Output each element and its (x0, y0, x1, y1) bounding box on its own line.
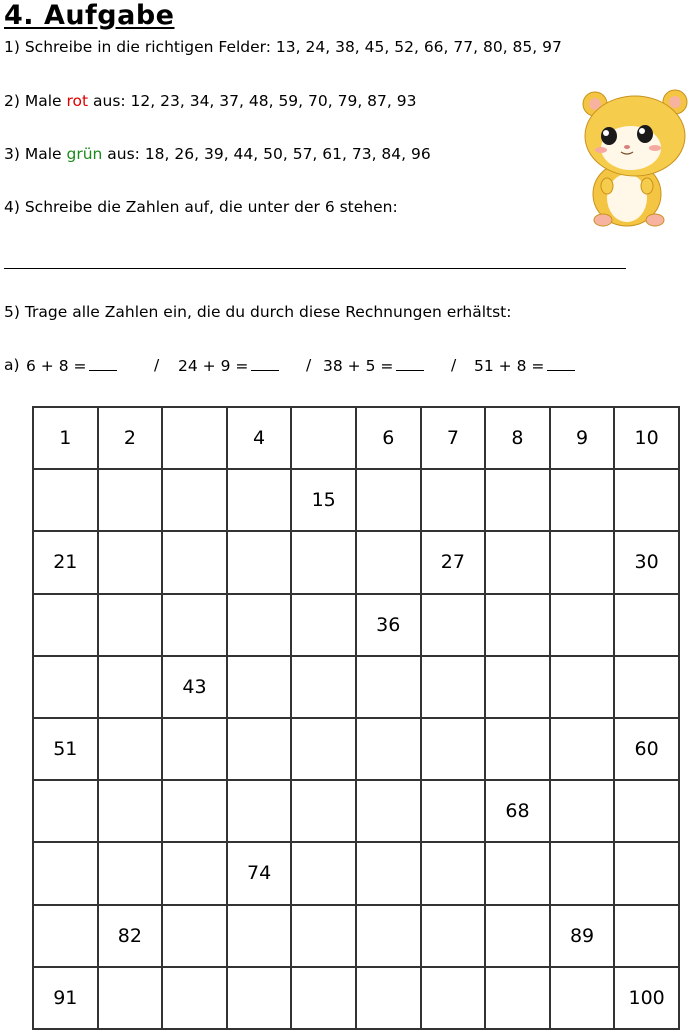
grid-cell[interactable] (162, 594, 227, 656)
grid-cell[interactable] (614, 656, 679, 718)
grid-cell[interactable] (33, 842, 98, 904)
grid-cell[interactable]: 100 (614, 967, 679, 1029)
task-5: 5) Trage alle Zahlen ein, die du durch diese Rechnungen erhältst: (4, 303, 512, 321)
grid-cell[interactable]: 4 (227, 407, 292, 469)
grid-cell[interactable] (421, 718, 486, 780)
grid-cell[interactable] (227, 469, 292, 531)
grid-cell[interactable]: 74 (227, 842, 292, 904)
grid-cell[interactable] (33, 905, 98, 967)
task-3-suffix: aus: 18, 26, 39, 44, 50, 57, 61, 73, 84, 96 (102, 145, 431, 163)
grid-cell[interactable] (421, 905, 486, 967)
task-2-color-word: rot (66, 92, 89, 110)
answer-line[interactable] (4, 268, 626, 269)
grid-cell[interactable] (356, 718, 421, 780)
grid-cell[interactable] (421, 656, 486, 718)
grid-cell[interactable]: 82 (98, 905, 163, 967)
equation-4-text: 51 + 8 = (474, 357, 545, 375)
grid-cell[interactable] (291, 594, 356, 656)
grid-cell[interactable]: 91 (33, 967, 98, 1029)
worksheet-title: 4. Aufgabe (4, 0, 175, 31)
grid-cell[interactable] (550, 718, 615, 780)
grid-cell[interactable] (550, 469, 615, 531)
grid-cell[interactable]: 8 (485, 407, 550, 469)
grid-cell[interactable] (421, 842, 486, 904)
grid-cell[interactable] (291, 905, 356, 967)
grid-cell[interactable] (33, 780, 98, 842)
hamster-illustration-icon (575, 84, 693, 230)
equation-separator: / (154, 356, 160, 374)
equation-3-text: 38 + 5 = (323, 357, 394, 375)
grid-cell[interactable] (485, 656, 550, 718)
equation-2-blank[interactable] (251, 356, 279, 371)
grid-cell[interactable] (291, 842, 356, 904)
grid-cell[interactable]: 9 (550, 407, 615, 469)
grid-cell[interactable]: 21 (33, 531, 98, 593)
grid-cell[interactable] (291, 967, 356, 1029)
grid-cell[interactable] (291, 407, 356, 469)
grid-cell[interactable] (614, 905, 679, 967)
grid-cell[interactable] (98, 842, 163, 904)
grid-cell[interactable] (98, 531, 163, 593)
grid-cell[interactable] (421, 594, 486, 656)
grid-cell[interactable] (421, 967, 486, 1029)
grid-cell[interactable]: 36 (356, 594, 421, 656)
grid-cell[interactable] (614, 594, 679, 656)
grid-cell[interactable] (356, 469, 421, 531)
task-3-prefix: 3) Male (4, 145, 67, 163)
grid-cell[interactable] (291, 656, 356, 718)
grid-cell[interactable] (356, 967, 421, 1029)
grid-row (33, 967, 679, 1029)
task-2-prefix: 2) Male (4, 92, 67, 110)
grid-cell[interactable] (227, 967, 292, 1029)
grid-cell[interactable] (614, 842, 679, 904)
grid-cell[interactable] (356, 531, 421, 593)
grid-cell[interactable] (550, 967, 615, 1029)
grid-cell[interactable] (162, 842, 227, 904)
grid-cell[interactable] (421, 780, 486, 842)
grid-cell[interactable] (162, 905, 227, 967)
grid-cell[interactable]: 15 (291, 469, 356, 531)
grid-cell[interactable] (227, 780, 292, 842)
grid-cell[interactable] (485, 842, 550, 904)
task-3-color-word: grün (66, 145, 103, 163)
grid-cell[interactable] (98, 656, 163, 718)
grid-cell[interactable] (291, 531, 356, 593)
grid-cell[interactable]: 43 (162, 656, 227, 718)
grid-cell[interactable] (33, 656, 98, 718)
equation-4 (474, 356, 575, 375)
equation-4-blank[interactable] (547, 356, 575, 371)
equation-1 (26, 356, 117, 375)
grid-cell[interactable] (614, 780, 679, 842)
grid-cell[interactable] (291, 780, 356, 842)
grid-cell[interactable] (98, 967, 163, 1029)
equation-separator: / (451, 356, 457, 374)
grid-cell[interactable] (356, 905, 421, 967)
grid-cell[interactable] (33, 594, 98, 656)
task-1: 1) Schreibe in die richtigen Felder: 13, 24, 38, 45, 52, 66, 77, 80, 85, 97 (4, 38, 562, 56)
grid-cell[interactable] (550, 656, 615, 718)
grid-cell[interactable] (227, 905, 292, 967)
grid-cell[interactable] (33, 469, 98, 531)
grid-cell[interactable]: 27 (421, 531, 486, 593)
grid-row (33, 905, 679, 967)
grid-row (33, 531, 679, 593)
grid-cell[interactable] (98, 718, 163, 780)
grid-cell[interactable] (550, 531, 615, 593)
task-4: 4) Schreibe die Zahlen auf, die unter der 6 stehen: (4, 198, 398, 216)
grid-cell[interactable]: 6 (356, 407, 421, 469)
grid-cell[interactable] (291, 718, 356, 780)
grid-cell[interactable] (162, 780, 227, 842)
grid-cell[interactable]: 89 (550, 905, 615, 967)
grid-cell[interactable] (485, 594, 550, 656)
grid-cell[interactable] (485, 967, 550, 1029)
equation-label: a) (4, 356, 20, 374)
grid-cell[interactable] (98, 780, 163, 842)
grid-cell[interactable]: 68 (485, 780, 550, 842)
grid-cell[interactable] (550, 780, 615, 842)
grid-row (33, 407, 679, 469)
grid-cell[interactable] (98, 594, 163, 656)
grid-cell[interactable] (485, 718, 550, 780)
grid-row (33, 469, 679, 531)
grid-cell[interactable] (162, 531, 227, 593)
grid-cell[interactable] (162, 407, 227, 469)
grid-cell[interactable] (485, 905, 550, 967)
grid-cell[interactable] (98, 469, 163, 531)
equation-1-blank[interactable] (89, 356, 117, 371)
grid-row (33, 594, 679, 656)
grid-cell[interactable] (227, 594, 292, 656)
task-2 (4, 92, 416, 110)
hundred-grid (32, 406, 680, 1030)
grid-cell[interactable] (356, 656, 421, 718)
grid-cell[interactable]: 10 (614, 407, 679, 469)
grid-cell[interactable] (550, 842, 615, 904)
grid-cell[interactable] (162, 469, 227, 531)
grid-cell[interactable] (162, 718, 227, 780)
grid-cell[interactable] (485, 531, 550, 593)
equation-2-text: 24 + 9 = (178, 357, 249, 375)
task-3 (4, 145, 431, 163)
grid-row (33, 780, 679, 842)
grid-cell[interactable] (550, 594, 615, 656)
grid-cell[interactable] (421, 469, 486, 531)
grid-row (33, 656, 679, 718)
equation-3-blank[interactable] (396, 356, 424, 371)
grid-cell[interactable] (227, 531, 292, 593)
grid-cell[interactable] (227, 718, 292, 780)
grid-row (33, 842, 679, 904)
grid-cell[interactable]: 2 (98, 407, 163, 469)
equation-separator: / (306, 356, 312, 374)
task-2-suffix: aus: 12, 23, 34, 37, 48, 59, 70, 79, 87, 93 (88, 92, 417, 110)
grid-cell[interactable]: 51 (33, 718, 98, 780)
grid-cell[interactable] (356, 780, 421, 842)
equation-2 (178, 356, 279, 375)
grid-cell[interactable]: 1 (33, 407, 98, 469)
equation-1-text: 6 + 8 = (26, 357, 87, 375)
equation-3 (323, 356, 424, 375)
grid-cell[interactable]: 7 (421, 407, 486, 469)
grid-cell[interactable] (227, 656, 292, 718)
grid-cell[interactable] (485, 469, 550, 531)
grid-cell[interactable]: 30 (614, 531, 679, 593)
grid-cell[interactable] (162, 967, 227, 1029)
grid-cell[interactable] (614, 469, 679, 531)
grid-cell[interactable] (356, 842, 421, 904)
grid-cell[interactable]: 60 (614, 718, 679, 780)
grid-row (33, 718, 679, 780)
